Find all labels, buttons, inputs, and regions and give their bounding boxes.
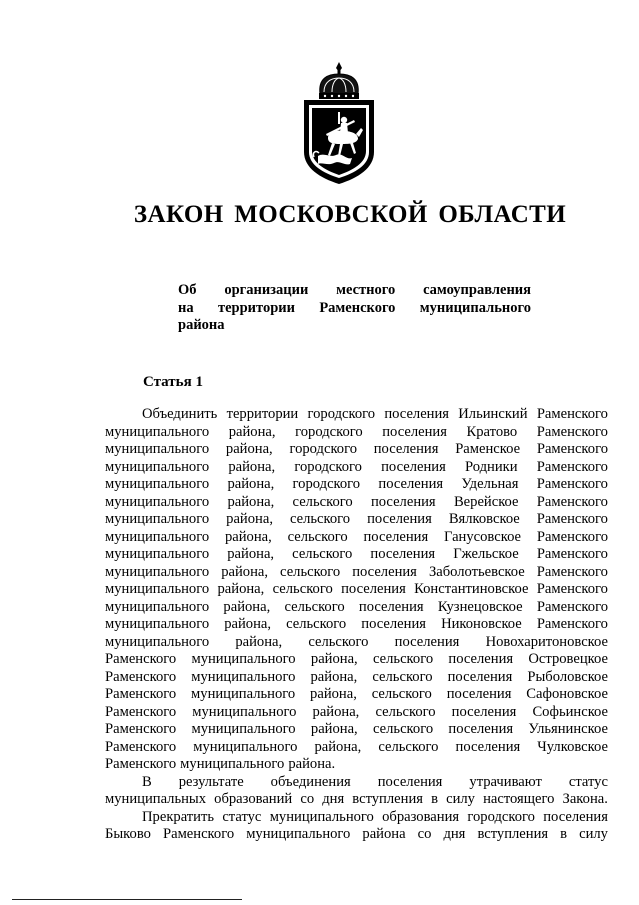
word: статус — [222, 808, 262, 825]
word: поселения — [446, 686, 512, 702]
subject-word: Раменского — [319, 299, 396, 316]
word: муниципального — [269, 808, 374, 825]
word: Раменского — [536, 563, 608, 580]
word: района, — [217, 581, 265, 597]
subject-line — [178, 300, 531, 318]
word: муниципального — [105, 598, 210, 615]
paragraph — [105, 809, 608, 844]
word: поселения — [447, 668, 513, 685]
text-line — [105, 424, 608, 442]
word: муниципального — [191, 686, 296, 702]
word: Новохаритоновское — [485, 633, 608, 650]
text-line — [105, 669, 608, 687]
subject-word: самоуправления — [423, 282, 531, 298]
word: городского — [289, 441, 358, 457]
word: В — [142, 773, 152, 790]
word: муниципального — [191, 668, 296, 685]
paragraph — [105, 406, 608, 774]
word: сельского — [272, 581, 333, 597]
word: сельского — [372, 668, 433, 685]
word: поселения — [363, 528, 429, 545]
text-line — [105, 529, 608, 547]
word: муниципального — [105, 528, 210, 545]
word: района, — [310, 721, 358, 737]
word: сельского — [292, 546, 353, 562]
word: района, — [225, 441, 273, 457]
word: Удельная — [461, 476, 519, 492]
word: муниципального — [191, 651, 296, 667]
word: Раменского — [536, 581, 608, 597]
text-line — [105, 791, 608, 809]
word: района, — [310, 668, 358, 685]
word: муниципального — [105, 563, 210, 580]
word: Раменского — [536, 493, 608, 510]
word: сельского — [287, 528, 348, 545]
word: поселения — [341, 581, 406, 597]
word: муниципального — [246, 826, 351, 842]
word: силу — [579, 826, 608, 842]
word: муниципального — [105, 441, 210, 457]
text-line — [105, 511, 608, 529]
word: муниципального — [105, 616, 210, 632]
word: сельского — [280, 563, 341, 580]
word: объединения — [270, 773, 351, 790]
text-line — [105, 599, 608, 617]
word: городского — [467, 808, 535, 825]
text-line — [105, 739, 608, 757]
text-line — [105, 581, 608, 599]
word: образований — [214, 791, 293, 807]
word: Раменского — [105, 686, 177, 702]
word: городского — [292, 476, 361, 492]
text-line — [105, 809, 608, 827]
word: Раменского — [105, 703, 177, 720]
word: поселения — [370, 546, 436, 562]
word: поселения — [455, 738, 521, 755]
word: муниципального — [105, 476, 210, 492]
word: Заболотьевское — [428, 563, 525, 580]
word: Раменского — [536, 476, 608, 492]
word: Раменского — [162, 826, 235, 842]
word: поселения — [384, 406, 450, 422]
word: Чулковское — [537, 738, 608, 755]
text-line — [105, 634, 608, 652]
article-heading: Статья 1 — [143, 374, 203, 390]
word: сельского — [371, 686, 432, 702]
word: сельского — [378, 738, 439, 755]
subject-word: на — [178, 299, 194, 316]
subject-word: территории — [217, 299, 295, 316]
word: Ганусовское — [444, 528, 522, 545]
word: со — [300, 791, 315, 807]
word: Раменского — [536, 406, 608, 422]
word: Сафоновское — [526, 686, 608, 702]
word: муниципального — [105, 423, 210, 440]
word: Раменского — [105, 651, 177, 667]
text-line — [105, 406, 608, 424]
article-body — [105, 406, 608, 844]
word: района, — [224, 528, 272, 545]
word: муниципальных — [105, 791, 207, 807]
word: Прекратить — [142, 808, 215, 825]
word: сельского — [373, 651, 434, 667]
word: Вялковское — [448, 511, 520, 527]
word: со — [417, 826, 432, 842]
word: Кузнецовское — [437, 598, 523, 615]
word: Закона. — [562, 791, 608, 807]
word: результате — [178, 773, 244, 790]
word: района, — [235, 633, 283, 650]
word: городского — [294, 458, 362, 475]
paragraph — [105, 774, 608, 809]
word: Раменского — [536, 511, 608, 527]
word: городского — [295, 423, 363, 440]
word: сельского — [373, 721, 434, 737]
word: района, — [223, 598, 271, 615]
word: дня — [443, 826, 466, 842]
word: муниципального — [193, 738, 298, 755]
text-line — [105, 564, 608, 582]
word: поселения — [451, 703, 517, 720]
word: территории — [226, 406, 299, 422]
word: Ульянинское — [528, 721, 608, 737]
word: сельского — [308, 633, 369, 650]
word: района, — [310, 651, 358, 667]
text-line — [105, 441, 608, 459]
text-line — [105, 826, 608, 844]
word: Рыболовское — [527, 668, 608, 685]
word: муниципального — [180, 756, 285, 772]
text-line — [105, 546, 608, 564]
text-line — [105, 476, 608, 494]
text-line — [105, 494, 608, 512]
law-subject — [178, 282, 531, 335]
word: района. — [288, 756, 336, 772]
word: муниципального — [105, 493, 210, 510]
word: поселения — [367, 511, 432, 527]
word: муниципального — [105, 633, 210, 650]
word: Раменского — [536, 546, 608, 562]
word: в — [560, 826, 568, 842]
word: Раменского — [536, 616, 608, 632]
text-line — [105, 616, 608, 634]
word: поселения — [378, 476, 444, 492]
word: городского — [307, 406, 376, 422]
word: сельского — [289, 511, 351, 527]
word: поселения — [382, 423, 447, 440]
text-line — [105, 774, 608, 792]
text-line — [105, 651, 608, 669]
page-divider — [12, 899, 242, 900]
word: сельского — [375, 703, 436, 720]
word: вступления — [352, 791, 423, 807]
word: района, — [314, 738, 362, 755]
text-line — [105, 704, 608, 722]
word: Верейское — [453, 493, 519, 510]
word: Объединить — [142, 406, 218, 422]
word: Раменского — [536, 528, 608, 545]
word: Родники — [465, 458, 518, 475]
word: Раменского — [105, 756, 177, 772]
word: утрачивают — [469, 773, 542, 790]
word: поселения — [373, 441, 439, 457]
word: района, — [227, 476, 275, 492]
word: района, — [224, 616, 272, 632]
word: Константиновское — [414, 581, 529, 597]
word: Гжельское — [453, 546, 519, 562]
word: сельского — [286, 616, 347, 632]
word: Раменского — [536, 423, 608, 440]
word: поселения — [370, 493, 436, 510]
word: в — [431, 791, 438, 807]
word: Раменского — [105, 721, 177, 737]
word: поселения — [448, 651, 514, 667]
word: Кратово — [466, 423, 518, 440]
word: муниципального — [105, 458, 210, 475]
word: поселения — [358, 598, 424, 615]
word: района — [362, 826, 406, 842]
word: дня — [322, 791, 345, 807]
word: муниципального — [192, 703, 297, 720]
word: Раменского — [105, 668, 177, 685]
word: Софьинское — [532, 703, 608, 720]
word: района, — [221, 563, 269, 580]
word: образования — [382, 808, 460, 825]
word: поселения — [543, 808, 608, 825]
subject-line — [178, 317, 531, 335]
word: муниципального — [105, 546, 210, 562]
word: Раменского — [105, 738, 177, 755]
word: поселения — [361, 616, 426, 632]
word: силу — [446, 791, 475, 807]
text-line — [105, 686, 608, 704]
word: муниципального — [105, 581, 210, 597]
word: Никоновское — [441, 616, 522, 632]
subject-word: организации — [224, 282, 309, 298]
word: района, — [228, 423, 276, 440]
subject-word: Об — [178, 282, 197, 298]
subject-word: района — [178, 317, 225, 333]
text-line — [105, 756, 608, 774]
word: Раменского — [536, 441, 608, 457]
word: поселения — [394, 633, 460, 650]
moscow-oblast-coat-of-arms-icon — [298, 60, 380, 186]
word: района, — [227, 493, 275, 510]
word: статус — [568, 773, 608, 790]
text-line — [105, 721, 608, 739]
subject-word: местного — [336, 282, 396, 298]
word: Раменского — [536, 598, 608, 615]
word: сельского — [292, 493, 353, 510]
word: поселения — [448, 721, 514, 737]
word: муниципального — [191, 721, 296, 737]
word: Раменского — [536, 458, 608, 475]
word: Ильинский — [458, 406, 528, 422]
word: поселения — [381, 458, 446, 475]
word: района, — [227, 546, 275, 562]
document-title: ЗАКОН МОСКОВСКОЙ ОБЛАСТИ — [133, 201, 567, 228]
word: района, — [310, 686, 357, 702]
word: сельского — [284, 598, 345, 615]
word: района, — [228, 458, 276, 475]
word: Быково — [105, 826, 151, 842]
word: поселения — [377, 773, 443, 790]
subject-line — [178, 282, 531, 300]
word: вступления — [477, 826, 549, 842]
word: Раменское — [455, 441, 521, 457]
subject-word: муниципального — [419, 299, 531, 316]
word: района, — [226, 511, 273, 527]
text-line — [105, 459, 608, 477]
word: поселения — [352, 563, 417, 580]
word: настоящего — [483, 791, 555, 807]
word: Островецкое — [528, 651, 608, 667]
word: района, — [312, 703, 360, 720]
word: муниципального — [105, 511, 210, 527]
